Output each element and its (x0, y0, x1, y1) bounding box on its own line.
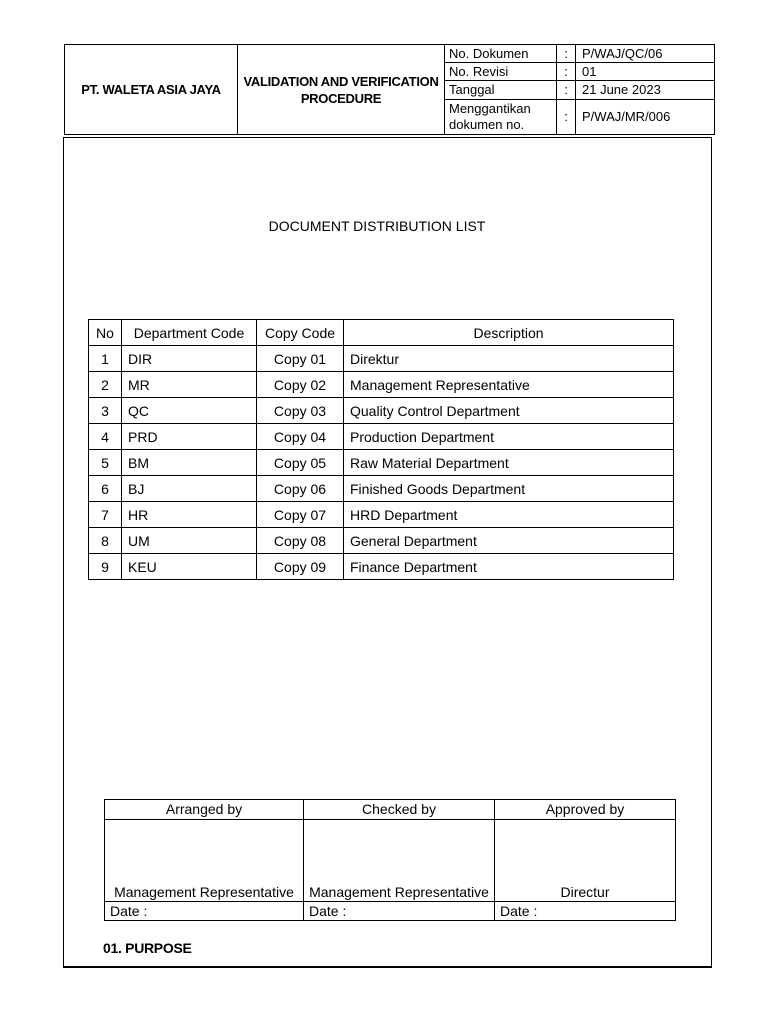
cell-no: 3 (89, 398, 122, 424)
meta-value-revision: 01 (576, 63, 715, 81)
table-row (89, 502, 674, 528)
document-title-line1: VALIDATION AND VERIFICATION (243, 73, 439, 89)
arranged-by-date: Date : (105, 902, 304, 921)
cell-description: Direktur (344, 346, 674, 372)
approved-by-date: Date : (495, 902, 676, 921)
date-row (105, 902, 676, 921)
table-row (89, 372, 674, 398)
arranged-by-header: Arranged by (105, 800, 304, 820)
meta-label-replaces-line1: Menggantikan (449, 100, 531, 116)
table-row (89, 554, 674, 580)
meta-value-doc-number: P/WAJ/QC/06 (576, 45, 715, 63)
cell-description: General Department (344, 528, 674, 554)
column-header-copy-code: Copy Code (257, 320, 344, 346)
arranged-by-signature: Management Representative (105, 820, 304, 902)
approved-by-header: Approved by (495, 800, 676, 820)
cell-description: Production Department (344, 424, 674, 450)
section-heading-purpose: 01. PURPOSE (103, 940, 192, 956)
cell-copy-code: Copy 06 (257, 476, 344, 502)
meta-colon: : (557, 99, 576, 134)
table-row (89, 476, 674, 502)
cell-no: 4 (89, 424, 122, 450)
cell-copy-code: Copy 01 (257, 346, 344, 372)
cell-description: Finance Department (344, 554, 674, 580)
distribution-list-title: DOCUMENT DISTRIBUTION LIST (268, 218, 486, 234)
cell-department-code: QC (122, 398, 257, 424)
cell-department-code: UM (122, 528, 257, 554)
cell-no: 2 (89, 372, 122, 398)
meta-label-revision: No. Revisi (445, 63, 557, 81)
cell-department-code: KEU (122, 554, 257, 580)
cell-no: 8 (89, 528, 122, 554)
cell-description: HRD Department (344, 502, 674, 528)
cell-no: 5 (89, 450, 122, 476)
column-header-no: No (89, 320, 122, 346)
approval-header-row (105, 800, 676, 820)
meta-value-replaces: P/WAJ/MR/006 (576, 99, 715, 134)
column-header-department-code: Department Code (122, 320, 257, 346)
document-title-line2: PROCEDURE (300, 90, 382, 106)
document-header (64, 44, 715, 135)
table-row (89, 450, 674, 476)
approved-by-signature: Directur (495, 820, 676, 902)
table-header-row (89, 320, 674, 346)
cell-copy-code: Copy 05 (257, 450, 344, 476)
cell-copy-code: Copy 07 (257, 502, 344, 528)
meta-label-replaces-line2: dokumen no. (449, 116, 525, 132)
meta-value-date: 21 June 2023 (576, 81, 715, 99)
cell-department-code: BJ (122, 476, 257, 502)
cell-copy-code: Copy 03 (257, 398, 344, 424)
cell-no: 7 (89, 502, 122, 528)
cell-copy-code: Copy 02 (257, 372, 344, 398)
cell-description: Finished Goods Department (344, 476, 674, 502)
table-row (89, 398, 674, 424)
meta-label-date: Tanggal (445, 81, 557, 99)
meta-colon: : (557, 45, 576, 63)
checked-by-signature: Management Representative (304, 820, 495, 902)
cell-copy-code: Copy 08 (257, 528, 344, 554)
cell-description: Management Representative (344, 372, 674, 398)
column-header-description: Description (344, 320, 674, 346)
document-title (238, 45, 445, 135)
cell-copy-code: Copy 04 (257, 424, 344, 450)
cell-no: 1 (89, 346, 122, 372)
cell-no: 6 (89, 476, 122, 502)
company-name: PT. WALETA ASIA JAYA (65, 45, 238, 135)
meta-label-doc-number: No. Dokumen (445, 45, 557, 63)
table-row (89, 528, 674, 554)
meta-colon: : (557, 81, 576, 99)
meta-label-replaces (445, 99, 557, 134)
cell-department-code: DIR (122, 346, 257, 372)
cell-description: Raw Material Department (344, 450, 674, 476)
checked-by-header: Checked by (304, 800, 495, 820)
meta-colon: : (557, 63, 576, 81)
cell-department-code: BM (122, 450, 257, 476)
cell-department-code: PRD (122, 424, 257, 450)
distribution-table (88, 319, 674, 580)
cell-department-code: MR (122, 372, 257, 398)
table-row (89, 424, 674, 450)
cell-description: Quality Control Department (344, 398, 674, 424)
checked-by-date: Date : (304, 902, 495, 921)
signature-row (105, 820, 676, 902)
cell-no: 9 (89, 554, 122, 580)
cell-copy-code: Copy 09 (257, 554, 344, 580)
cell-department-code: HR (122, 502, 257, 528)
approval-table (104, 799, 676, 921)
table-row (89, 346, 674, 372)
